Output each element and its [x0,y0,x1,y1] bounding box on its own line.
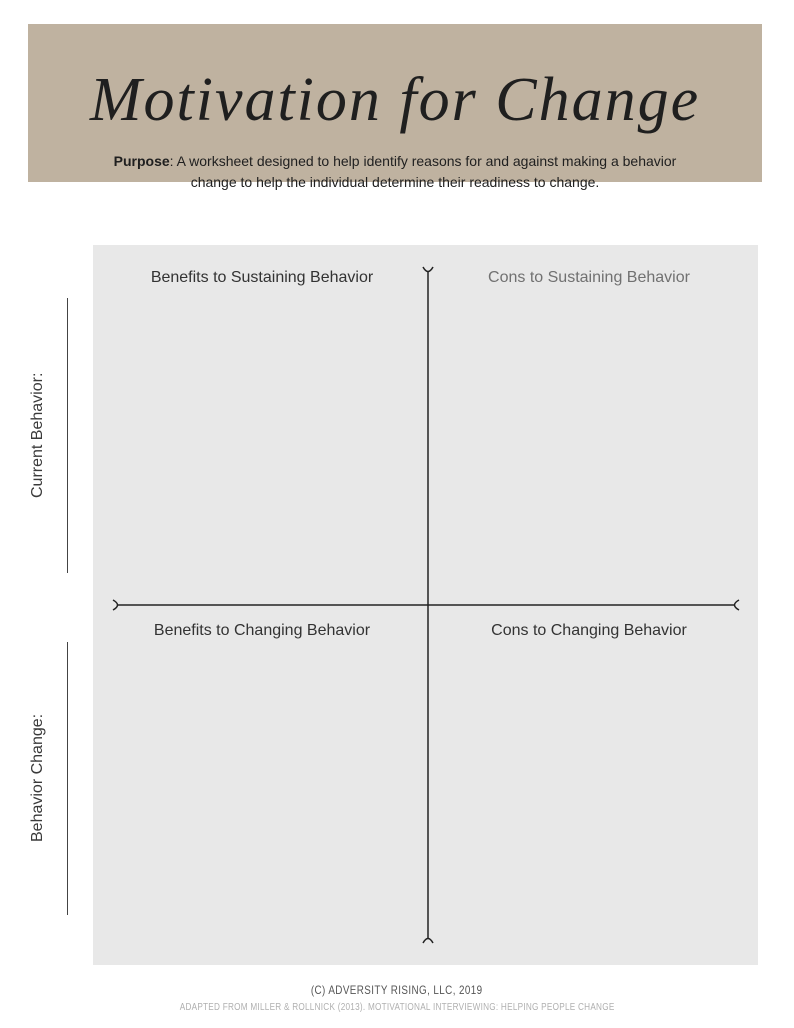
behavior-change-divider [67,642,68,915]
current-behavior-label: Current Behavior: [29,372,46,498]
purpose-line-1: : A worksheet designed to help identify reasons for and against making a behavior [169,153,677,169]
footer-copyright [0,982,794,998]
vertical-axis-bottom-cap [423,939,433,944]
behavior-change-label: Behavior Change: [29,713,46,843]
quadrant-label-cons-changing: Cons to Changing Behavior [491,622,687,639]
purpose-label: Purpose [113,153,170,169]
quadrant-axes [93,245,758,965]
footer-copyright-text: (C) ADVERSITY RISING, LLC, 2019 [311,983,483,997]
footer-attribution-text: ADAPTED FROM MILLER & ROLLNICK (2013). MOTIVATIONAL INTERVIEWING: HELPING PEOPLE CHANGE [179,1002,615,1013]
header-banner [28,24,762,190]
quadrant-label-cons-sustaining: Cons to Sustaining Behavior [488,269,690,286]
purpose-statement [28,151,762,193]
page-title: Motivation for Change [89,66,701,134]
purpose-line-2: change to help the individual determine their readiness to change. [190,174,600,190]
quadrant-label-benefits-changing: Benefits to Changing Behavior [153,622,371,639]
horizontal-axis-left-cap [113,600,118,610]
quadrant-label-benefits-sustaining: Benefits to Sustaining Behavior [150,269,374,286]
current-behavior-divider [67,298,68,573]
footer-attribution [0,1001,794,1015]
horizontal-axis-right-cap [735,600,740,610]
quadrant-grid [93,245,758,965]
